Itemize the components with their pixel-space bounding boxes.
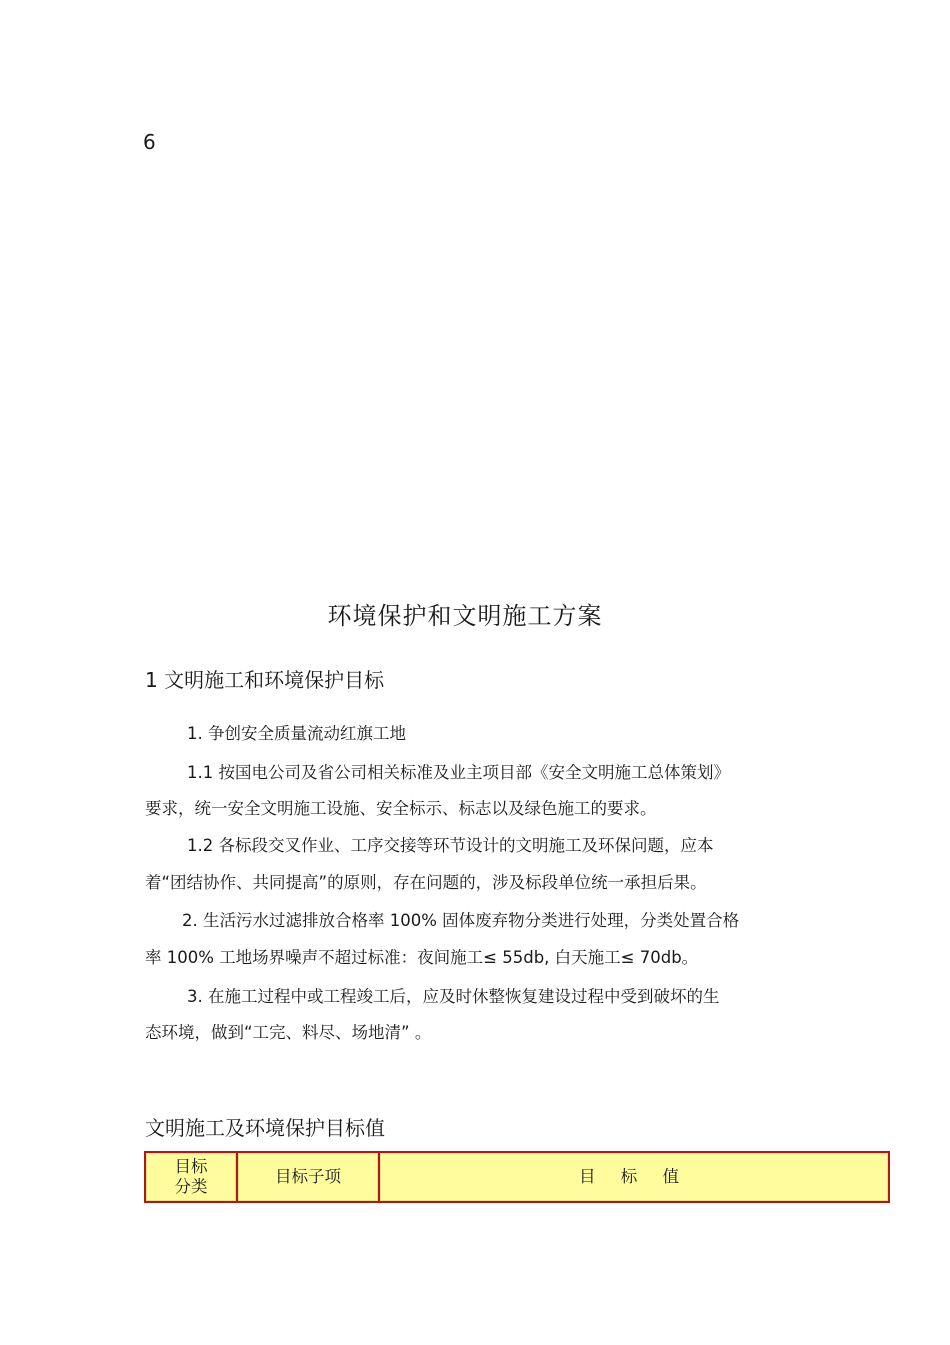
section-heading: 1 文明施工和环境保护目标	[145, 668, 385, 692]
table-caption: 文明施工及环境保护目标值	[145, 1116, 385, 1140]
document-title: 环境保护和文明施工方案	[327, 602, 603, 630]
paragraph-line: 着“团结协作、共同提高”的原则，存在问题的，涉及标段单位统一承担后果。	[145, 873, 707, 892]
paragraph-line: 1.2 各标段交叉作业、工序交接等环节设计的文明施工及环保问题，应本	[187, 836, 714, 855]
target-table	[144, 1151, 890, 1203]
paragraph-line: 要求，统一安全文明施工设施、安全标示、标志以及绿色施工的要求。	[145, 799, 657, 818]
paragraph-line: 1. 争创安全质量流动红旗工地	[187, 724, 406, 743]
header-category-line2: 分类	[174, 1177, 208, 1196]
table-header-row	[146, 1153, 888, 1201]
header-category	[146, 1153, 238, 1201]
header-category-line1: 目标	[174, 1157, 208, 1176]
page-number: 6	[143, 130, 156, 154]
header-value: 目 标 值	[380, 1153, 888, 1201]
paragraph-line: 1.1 按国电公司及省公司相关标准及业主项目部《安全文明施工总体策划》	[187, 763, 730, 782]
header-subitem: 目标子项	[238, 1153, 380, 1201]
paragraph-line: 3. 在施工过程中或工程竣工后，应及时休整恢复建设过程中受到破坏的生	[187, 987, 720, 1006]
paragraph-line: 2. 生活污水过滤排放合格率 100% 固体废弃物分类进行处理，分类处置合格	[182, 911, 740, 930]
paragraph-line: 态环境，做到“工完、料尽、场地清” 。	[145, 1023, 432, 1042]
paragraph-line: 率 100% 工地场界噪声不超过标准：夜间施工≤ 55db, 白天施工≤ 70db。	[145, 948, 699, 967]
